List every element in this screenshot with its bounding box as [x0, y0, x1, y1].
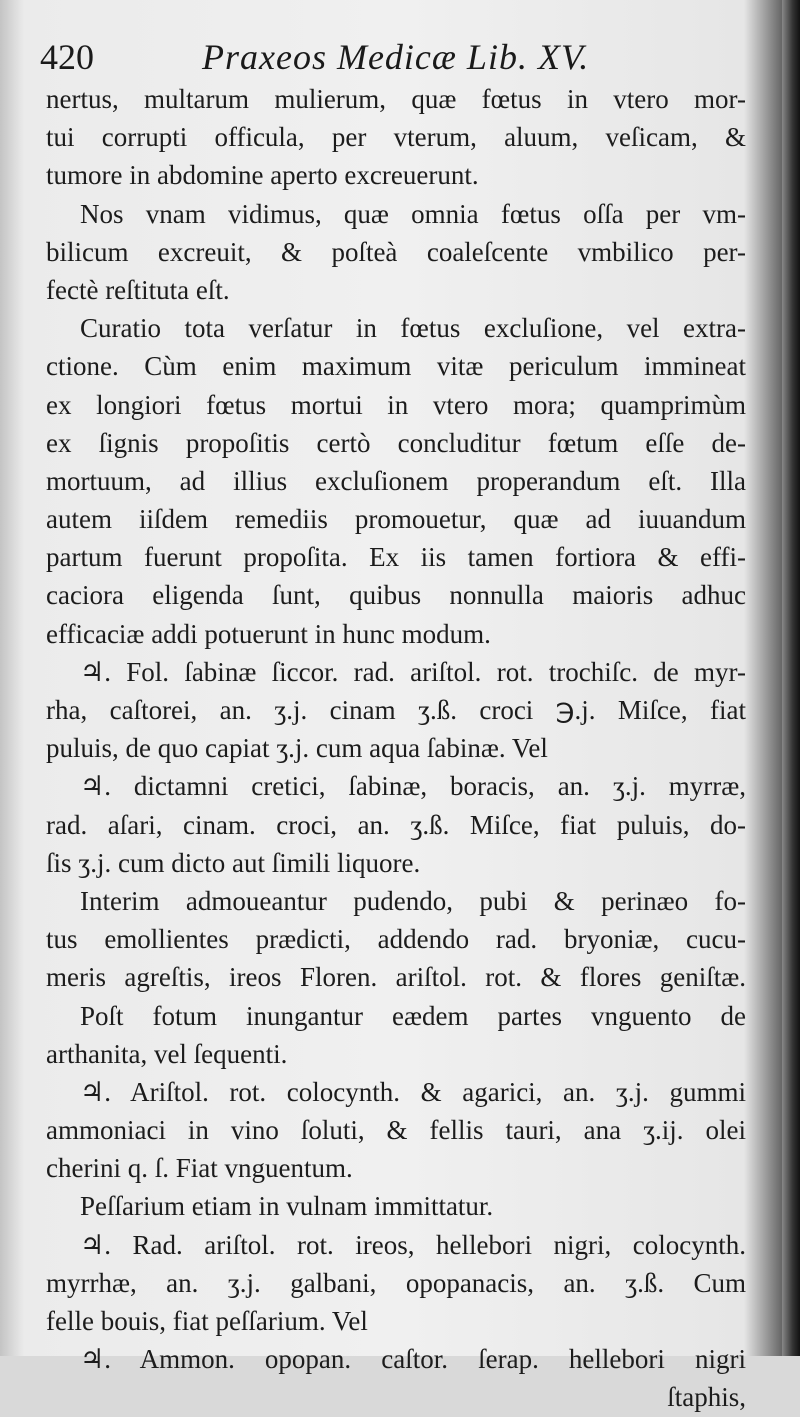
text-line: ſis ʒ.j. cum dicto aut ſimili liquore.	[46, 847, 421, 878]
running-title: Praxeos Medicæ Lib. XV.	[202, 37, 590, 77]
text-line: ♃. Rad. ariſtol. rot. ireos, hellebori nigri, colocynth.	[80, 1229, 746, 1260]
text-line: efficaciæ addi potuerunt in hunc modum.	[46, 618, 491, 649]
text-line: bilicum excreuit, & poſteà coaleſcente vmbilico per-	[46, 236, 746, 267]
text-line: Nos vnam vidimus, quæ omnia fœtus oſſa per vm-	[80, 198, 746, 229]
text-line: myrrhæ, an. ʒ.j. galbani, opopanacis, an. ʒ.ß. Cum	[46, 1267, 746, 1298]
text-line: ♃. Ariſtol. rot. colocynth. & agarici, an. ʒ.j. gummi	[80, 1076, 746, 1107]
text-line: mortuum, ad illius excluſionem properandum eſt. Illa	[46, 465, 746, 496]
text-line: ctione. Cùm enim maximum vitæ periculum immineat	[46, 351, 746, 382]
text-line: meris agreſtis, ireos Floren. ariſtol. rot. & flores geniſtæ.	[46, 962, 746, 993]
text-line: rha, caſtorei, an. ʒ.j. cinam ʒ.ß. croci ℈.j. Miſce, fiat	[46, 695, 746, 725]
text-line: rad. aſari, cinam. croci, an. ʒ.ß. Miſce, fiat puluis, do-	[46, 809, 746, 840]
text-line: autem iiſdem remediis promouetur, quæ ad iuuandum	[46, 504, 746, 535]
text-line: partum fuerunt propoſita. Ex iis tamen fortiora & effi-	[46, 542, 746, 573]
text-line: tui corrupti officula, per vterum, aluum, veſicam, &	[46, 122, 746, 153]
page-number: 420	[40, 37, 94, 77]
text-line: fectè reſtituta eſt.	[46, 274, 230, 305]
body-text	[46, 80, 746, 1417]
text-line: ammoniaci in vino ſoluti, & fellis tauri, ana ʒ.ij. olei	[46, 1115, 746, 1146]
text-line: tumore in abdomine aperto excreuerunt.	[46, 160, 479, 191]
text-line: Poſt fotum inungantur eædem partes vnguento de	[80, 1000, 746, 1031]
text-line: nertus, multarum mulierum, quæ fœtus in vtero mor-	[46, 84, 746, 114]
text-line: arthanita, vel ſequenti.	[46, 1038, 288, 1069]
text-line: Peſſarium etiam in vulnam immittatur.	[80, 1191, 494, 1222]
text-line: tus emollientes prædicti, addendo rad. bryoniæ, cucu-	[46, 924, 746, 955]
text-line: ♃. Ammon. opopan. caſtor. ſerap. hellebori nigri	[80, 1344, 746, 1375]
text-line: ex ſignis propoſitis certò concluditur fœtum eſſe de-	[46, 427, 746, 458]
book-spine-shadow	[782, 0, 800, 1356]
text-line: Curatio tota verſatur in fœtus excluſione, vel extra-	[80, 313, 746, 344]
text-line: felle bouis, fiat peſſarium. Vel	[46, 1306, 368, 1336]
text-line: cherini q. ſ. Fiat vnguentum.	[46, 1153, 353, 1184]
text-line: ex longiori fœtus mortui in vtero mora; quamprimùm	[46, 389, 746, 420]
catchword: ſtaphis,	[667, 1382, 746, 1413]
text-line: puluis, de quo capiat ʒ.j. cum aqua ſabinæ. Vel	[46, 733, 548, 764]
text-line: caciora eligenda ſunt, quibus nonnulla maioris adhuc	[46, 580, 746, 611]
text-line: ♃. dictamni cretici, ſabinæ, boracis, an. ʒ.j. myrræ,	[80, 771, 746, 802]
page-header	[40, 30, 740, 86]
text-line: Interim admoueantur pudendo, pubi & perinæo fo-	[80, 885, 746, 916]
text-line: ♃. Fol. ſabinæ ſiccor. rad. ariſtol. rot. trochiſc. de myr-	[80, 656, 746, 687]
